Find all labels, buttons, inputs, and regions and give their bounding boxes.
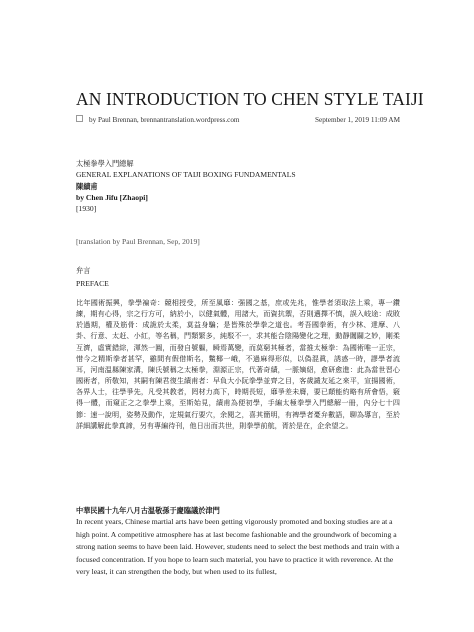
cn-author: 陳績甫 <box>76 181 98 191</box>
translation-note: [translation by Paul Brennan, Sep, 2019] <box>76 237 200 246</box>
article-byline: by Paul Brennan, brennantranslation.wordpress.com <box>89 116 240 124</box>
en-author: by Chen Jifu [Zhaopi] <box>76 192 148 202</box>
preface-en: PREFACE <box>76 279 109 288</box>
article-title: AN INTRODUCTION TO CHEN STYLE TAIJI <box>76 89 424 109</box>
article-date: September 1, 2019 11:09 AM <box>315 116 400 124</box>
en-title: GENERAL EXPLANATIONS OF TAIJI BOXING FUNDAMENTALS <box>76 170 296 180</box>
preface-cn-date: 中華民國十九年八月古温敬孫于慶臨議於津門 <box>76 506 220 515</box>
preface-cn-paragraph: 比年國術振興，拳學褊奇：競相授受，所至風靡：强國之基，庶或先兆，惟學者須取法上乘，專一鑽練，期有心得，宗之行方可，納於小，以健氣體，用諸大，而資抗禦，否則邁擇不慎，誤入岐途：成敗於過期，權及筋骨：成詭於太柔，莫益身騙；是皆殊於學拳之道也。考吾國拳術，有少林、達摩、八卦、行意、太赶、小紅，等名稱，門類繁多，純駁不一，求其能合陰陽變化之理，動靜闔闢之妙，剛柔互濟，虛實錯綜，渾然一圓，而發自號軀，瞬焉萬變，而莫窮其極者，當推太極拳：為國術唯一正宗，惜今之精斯拳者甚罕，雖間有假借斯名，鱉椰一峨，不過麻得形似，以偽混眞，誘惑一時，謬學者流耳，河南温縣陳家溝，陳氏號稱之太極拳，淵源正宗，代著奇績，一脈嫡紹，愈研愈進：此為當世習心國術者，所敬知，其嗣有陳君復生績甫者：早負大小阮拳學並齊之目，客歲譴友延之來平，宣揚國術，各界人士，往學爭先，凡受其教者，罔材力高下，時期長短，靡爭差未膺，要已顛能約略有所會悟，竅得一體，而窺正之之拳學上乘，至斯始見，績甫為便初學，手編太極拳學入門總解一冊，內分七十四節：速一說明，姿勢及動作，定規氣行要穴，余閱之，喜其簡明，有裨學者憂弁數語，聊為導言，至於詳細講解此拳真諦，另有專編待刊，他日出而共世，則拳學前航，胥於是在，企余望之。 <box>76 298 400 430</box>
preface-cn: 弁言 <box>76 266 91 275</box>
preface-en-paragraph: In recent years, Chinese martial arts have been getting vigorously promoted and boxing studies are at a high point. A competitive atmosphere has at last become fashionable and the groundwork of becoming a strong nation seems to have been laid. However, students need to select the best methods and train with a focused concentration. If you hope to learn such material, you have to practice it with reverence. At the very least, it can strengthen the body, but when used to its fullest, <box>76 517 400 577</box>
publication-year: [1930] <box>76 204 97 214</box>
article-meta <box>76 113 400 127</box>
checkbox-icon[interactable] <box>76 115 83 122</box>
cn-title: 太極拳學入門總解 <box>76 159 134 168</box>
header-block <box>76 158 400 214</box>
preface-heading <box>76 264 400 290</box>
